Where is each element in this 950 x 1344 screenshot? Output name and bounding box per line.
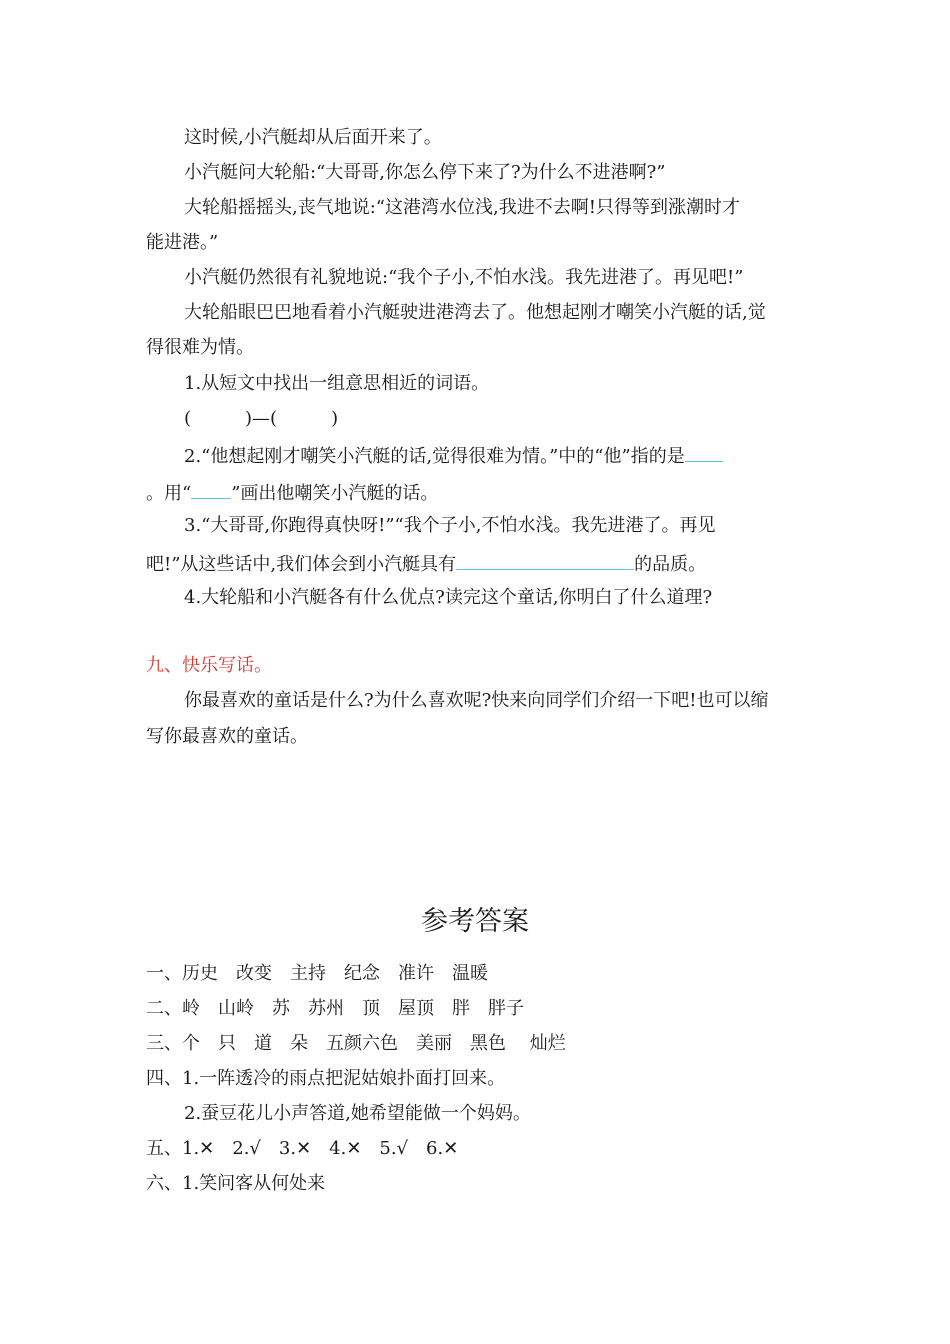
answer-row: 2.蚕豆花儿小声答道,她希望能做一个妈妈。	[184, 1103, 531, 1124]
question-3-text-c: 的品质。	[634, 554, 707, 575]
answer-row: 四、1.一阵透冷的雨点把泥姑娘扑面打回来。	[146, 1068, 506, 1089]
section-body: 你最喜欢的童话是什么?为什么喜欢呢?快来向同学们介绍一下吧!也可以缩	[184, 690, 769, 711]
story-paragraph: 大轮船眼巴巴地看着小汽艇驶进港湾去了。他想起刚才嘲笑小汽艇的话,觉	[184, 302, 766, 323]
story-paragraph-cont: 能进港。”	[146, 232, 219, 253]
question-2-text: 2.“他想起刚才嘲笑小汽艇的话,觉得很难为情。”中的“他”指的是	[184, 446, 685, 467]
question-2-text-b: 。用“	[146, 483, 192, 504]
story-paragraph: 小汽艇问大轮船:“大哥哥,你怎么停下来了?为什么不进港啊?”	[184, 162, 666, 183]
question-4: 4.大轮船和小汽艇各有什么优点?读完这个童话,你明白了什么道理?	[184, 587, 713, 608]
answer-row: 一、历史 改变 主持 纪念 准许 温暖	[146, 963, 488, 984]
story-paragraph: 这时候,小汽艇却从后面开来了。	[184, 127, 442, 148]
story-paragraph: 大轮船摇摇头,丧气地说:“这港湾水位浅,我进不去啊!只得等到涨潮时才	[184, 197, 740, 218]
answer-row: 二、岭 山岭 苏 苏州 顶 屋顶 胖 胖子	[146, 998, 524, 1019]
question-2	[184, 441, 723, 470]
question-3: 3.“大哥哥,你跑得真快呀!”“我个子小,不怕水浅。我先进港了。再见	[184, 515, 716, 536]
question-2-text-c: ”画出他嘲笑小汽艇的话。	[231, 483, 439, 504]
question-3-text-b: 吧!”从这些话中,我们体会到小汽艇具有	[146, 554, 457, 575]
story-paragraph: 小汽艇仍然很有礼貌地说:“我个子小,不怕水浅。我先进港了。再见吧!”	[184, 267, 744, 288]
question-1: 1.从短文中找出一组意思相近的词语。	[184, 373, 490, 394]
answer-row: 五、1.✕ 2.√ 3.✕ 4.✕ 5.√ 6.✕	[146, 1138, 459, 1159]
answer-key-title: 参考答案	[421, 906, 529, 937]
answer-row: 六、1.笑问客从何处来	[146, 1173, 326, 1194]
question-2-cont	[146, 478, 438, 507]
answer-row: 三、个 只 道 朵 五颜六色 美丽 黑色 灿烂	[146, 1033, 566, 1054]
answer-blank[interactable]	[191, 478, 231, 499]
answer-blank[interactable]	[685, 441, 723, 462]
section-heading: 九、快乐写话。	[146, 655, 272, 676]
answer-blank[interactable]	[456, 549, 634, 570]
section-body-cont: 写你最喜欢的童话。	[146, 726, 308, 747]
question-1-answer-blank: ( )—( )	[184, 408, 339, 429]
question-3-cont	[146, 549, 706, 578]
story-paragraph-cont: 得很难为情。	[146, 337, 254, 358]
